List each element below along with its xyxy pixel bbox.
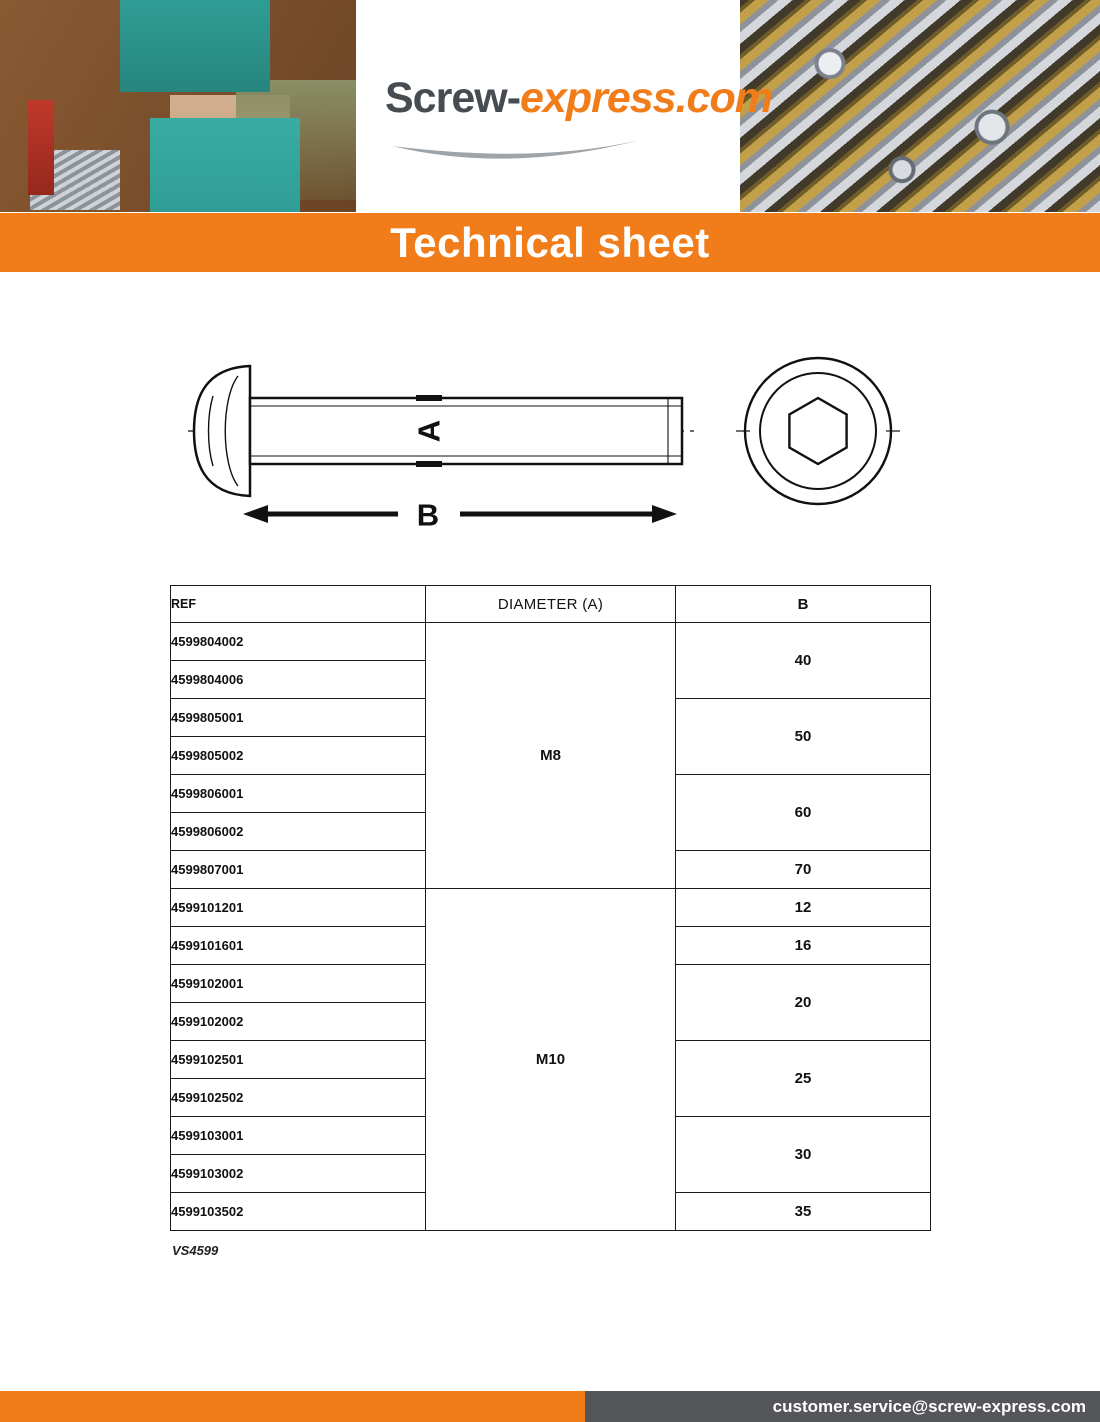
length-cell: 70 xyxy=(676,851,931,889)
banner xyxy=(0,213,1100,272)
footer-orange-segment xyxy=(0,1391,585,1422)
length-cell: 16 xyxy=(676,927,931,965)
table-row xyxy=(171,889,931,927)
customer-service-email: customer.service@screw-express.com xyxy=(772,1396,1086,1416)
ref-cell: 4599101601 xyxy=(171,927,426,965)
spec-table xyxy=(170,585,931,1231)
ref-cell: 4599102501 xyxy=(171,1041,426,1079)
logo-swoosh-icon xyxy=(388,138,646,168)
diameter-cell: M10 xyxy=(426,889,676,1231)
dim-a-tick-bottom xyxy=(416,461,442,467)
ref-cell: 4599102001 xyxy=(171,965,426,1003)
table-header-b: B xyxy=(676,586,931,623)
workbench-photo xyxy=(0,0,356,212)
length-cell: 25 xyxy=(676,1041,931,1117)
footer-gray-segment xyxy=(585,1391,1100,1422)
footer-bar xyxy=(0,1391,1100,1422)
dim-a-tick-top xyxy=(416,395,442,401)
brand-logo-suffix: express.com xyxy=(520,74,772,122)
ref-cell: 4599103502 xyxy=(171,1193,426,1231)
length-cell: 30 xyxy=(676,1117,931,1193)
dim-label-b: B xyxy=(416,497,440,533)
brand-logo-prefix: Screw- xyxy=(385,74,521,122)
technical-drawing xyxy=(150,336,950,566)
ref-cell: 4599102002 xyxy=(171,1003,426,1041)
table-header-diameter: DIAMETER (A) xyxy=(426,586,676,623)
spec-table-body xyxy=(171,623,931,1231)
version-footnote: VS4599 xyxy=(172,1243,219,1258)
table-row xyxy=(171,623,931,661)
ref-cell: 4599804006 xyxy=(171,661,426,699)
ref-cell: 4599806002 xyxy=(171,813,426,851)
ref-cell: 4599101201 xyxy=(171,889,426,927)
length-cell: 50 xyxy=(676,699,931,775)
table-header-ref: REF xyxy=(171,586,426,623)
ref-cell: 4599805002 xyxy=(171,737,426,775)
length-cell: 60 xyxy=(676,775,931,851)
length-cell: 35 xyxy=(676,1193,931,1231)
ref-cell: 4599805001 xyxy=(171,699,426,737)
ref-cell: 4599807001 xyxy=(171,851,426,889)
dim-label-a: A xyxy=(411,419,447,443)
ref-cell: 4599102502 xyxy=(171,1079,426,1117)
table-header-row xyxy=(171,586,931,623)
brand-logo xyxy=(385,74,772,123)
ref-cell: 4599103001 xyxy=(171,1117,426,1155)
ref-cell: 4599103002 xyxy=(171,1155,426,1193)
ref-cell: 4599806001 xyxy=(171,775,426,813)
length-cell: 40 xyxy=(676,623,931,699)
length-cell: 20 xyxy=(676,965,931,1041)
length-cell: 12 xyxy=(676,889,931,927)
diameter-cell: M8 xyxy=(426,623,676,889)
ref-cell: 4599804002 xyxy=(171,623,426,661)
page-title: Technical sheet xyxy=(390,218,710,266)
screws-photo xyxy=(740,0,1100,212)
